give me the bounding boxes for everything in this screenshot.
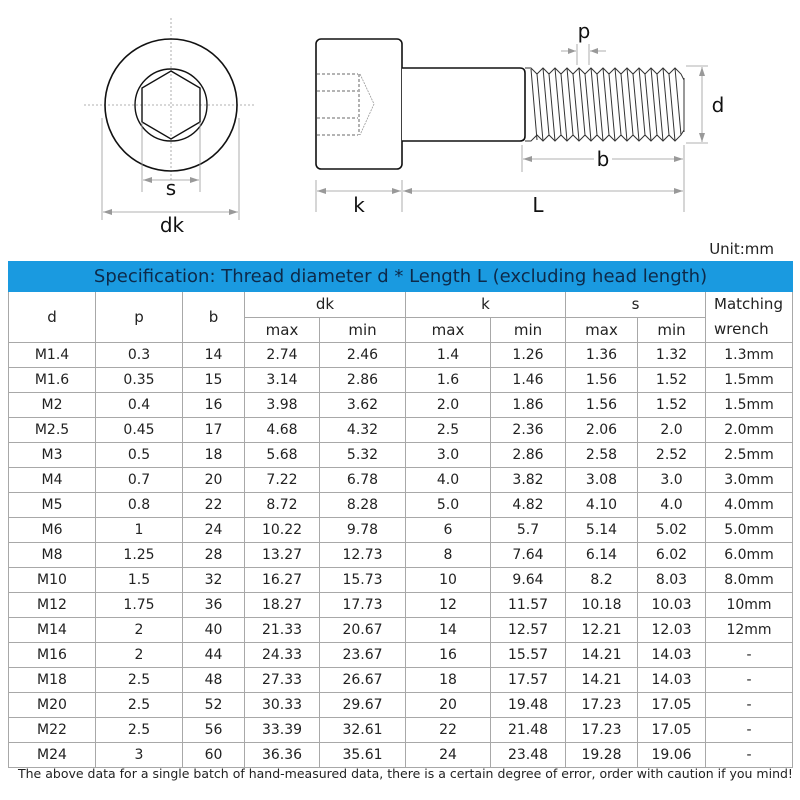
header-k-min: min xyxy=(491,317,566,343)
cell-s-min: 3.0 xyxy=(638,468,706,493)
cell-s-min: 1.52 xyxy=(638,368,706,393)
footnote: The above data for a single batch of hand-measured data, there is a certain degree of error, order with caution if you mind! xyxy=(18,766,793,781)
cell-d: M4 xyxy=(9,468,96,493)
cell-s-max: 14.21 xyxy=(566,643,638,668)
table-row xyxy=(9,568,793,593)
cell-wrench: 1.3mm xyxy=(706,343,793,368)
cell-k-min: 12.57 xyxy=(491,618,566,643)
cell-wrench: 8.0mm xyxy=(706,568,793,593)
cell-dk-min: 8.28 xyxy=(320,493,406,518)
cell-dk-min: 20.67 xyxy=(320,618,406,643)
cell-dk-max: 4.68 xyxy=(245,418,320,443)
cell-p: 2.5 xyxy=(96,718,183,743)
cell-wrench: 3.0mm xyxy=(706,468,793,493)
header-d: d xyxy=(9,292,96,343)
cell-dk-max: 27.33 xyxy=(245,668,320,693)
cell-wrench: 1.5mm xyxy=(706,393,793,418)
p-label: p xyxy=(577,19,591,43)
cell-d: M1.4 xyxy=(9,343,96,368)
thread-section xyxy=(525,68,684,141)
specification-table xyxy=(8,261,793,768)
cell-k-min: 7.64 xyxy=(491,543,566,568)
cell-dk-min: 9.78 xyxy=(320,518,406,543)
cell-wrench: 10mm xyxy=(706,593,793,618)
cell-k-max: 10 xyxy=(406,568,491,593)
cell-b: 17 xyxy=(183,418,245,443)
cell-wrench: - xyxy=(706,743,793,768)
cell-wrench: 5.0mm xyxy=(706,518,793,543)
cell-b: 15 xyxy=(183,368,245,393)
cell-wrench: - xyxy=(706,693,793,718)
cell-s-max: 17.23 xyxy=(566,693,638,718)
cell-dk-min: 32.61 xyxy=(320,718,406,743)
cell-d: M1.6 xyxy=(9,368,96,393)
cell-dk-min: 2.46 xyxy=(320,343,406,368)
cell-s-max: 19.28 xyxy=(566,743,638,768)
header-b: b xyxy=(183,292,245,343)
cell-dk-min: 3.62 xyxy=(320,393,406,418)
cell-s-min: 12.03 xyxy=(638,618,706,643)
cell-b: 28 xyxy=(183,543,245,568)
cell-s-min: 10.03 xyxy=(638,593,706,618)
cell-s-min: 4.0 xyxy=(638,493,706,518)
cell-k-min: 1.46 xyxy=(491,368,566,393)
cell-dk-max: 18.27 xyxy=(245,593,320,618)
cell-wrench: 12mm xyxy=(706,618,793,643)
cell-p: 0.35 xyxy=(96,368,183,393)
table-row xyxy=(9,368,793,393)
cell-d: M5 xyxy=(9,493,96,518)
cell-p: 2.5 xyxy=(96,693,183,718)
screw-dimension-diagram xyxy=(0,0,800,240)
b-label: b xyxy=(596,147,610,171)
cell-s-max: 1.56 xyxy=(566,368,638,393)
cell-k-min: 1.86 xyxy=(491,393,566,418)
cell-s-min: 14.03 xyxy=(638,668,706,693)
cell-b: 14 xyxy=(183,343,245,368)
cell-s-max: 12.21 xyxy=(566,618,638,643)
cell-wrench: 2.0mm xyxy=(706,418,793,443)
cell-p: 1.5 xyxy=(96,568,183,593)
cell-d: M20 xyxy=(9,693,96,718)
cell-p: 3 xyxy=(96,743,183,768)
cell-p: 0.5 xyxy=(96,443,183,468)
cell-dk-max: 3.14 xyxy=(245,368,320,393)
cell-d: M8 xyxy=(9,543,96,568)
cell-dk-min: 35.61 xyxy=(320,743,406,768)
cell-dk-min: 6.78 xyxy=(320,468,406,493)
unit-label: Unit:mm xyxy=(709,240,774,258)
cell-s-min: 17.05 xyxy=(638,718,706,743)
table-title: Specification: Thread diameter d * Length L (excluding head length) xyxy=(9,262,793,292)
cell-k-max: 2.0 xyxy=(406,393,491,418)
cell-k-max: 2.5 xyxy=(406,418,491,443)
cell-s-max: 4.10 xyxy=(566,493,638,518)
cell-dk-max: 24.33 xyxy=(245,643,320,668)
cell-k-max: 6 xyxy=(406,518,491,543)
cell-s-min: 8.03 xyxy=(638,568,706,593)
cell-d: M16 xyxy=(9,643,96,668)
cell-s-max: 2.06 xyxy=(566,418,638,443)
cell-wrench: - xyxy=(706,668,793,693)
header-dk-max: max xyxy=(245,317,320,343)
cell-k-max: 24 xyxy=(406,743,491,768)
cell-wrench: 6.0mm xyxy=(706,543,793,568)
cell-k-max: 22 xyxy=(406,718,491,743)
cell-p: 1 xyxy=(96,518,183,543)
cell-p: 2.5 xyxy=(96,668,183,693)
cell-dk-max: 10.22 xyxy=(245,518,320,543)
cell-dk-max: 13.27 xyxy=(245,543,320,568)
cell-k-max: 8 xyxy=(406,543,491,568)
cell-dk-max: 5.68 xyxy=(245,443,320,468)
table-row xyxy=(9,718,793,743)
cell-dk-min: 4.32 xyxy=(320,418,406,443)
L-label: L xyxy=(532,193,544,217)
cell-d: M2 xyxy=(9,393,96,418)
cell-b: 16 xyxy=(183,393,245,418)
cell-s-max: 14.21 xyxy=(566,668,638,693)
table-row xyxy=(9,468,793,493)
cell-s-min: 5.02 xyxy=(638,518,706,543)
table-row xyxy=(9,643,793,668)
cell-wrench: 4.0mm xyxy=(706,493,793,518)
cell-b: 18 xyxy=(183,443,245,468)
head-top-view xyxy=(84,18,256,237)
cell-dk-max: 8.72 xyxy=(245,493,320,518)
cell-p: 2 xyxy=(96,618,183,643)
cell-wrench: 2.5mm xyxy=(706,443,793,468)
cell-k-max: 18 xyxy=(406,668,491,693)
cell-dk-max: 36.36 xyxy=(245,743,320,768)
table-row xyxy=(9,593,793,618)
cell-b: 56 xyxy=(183,718,245,743)
cell-dk-min: 5.32 xyxy=(320,443,406,468)
cell-d: M6 xyxy=(9,518,96,543)
table-row xyxy=(9,493,793,518)
cell-b: 52 xyxy=(183,693,245,718)
cell-p: 1.25 xyxy=(96,543,183,568)
cell-s-max: 3.08 xyxy=(566,468,638,493)
cell-s-min: 14.03 xyxy=(638,643,706,668)
cell-b: 24 xyxy=(183,518,245,543)
s-label: s xyxy=(165,176,177,200)
cell-dk-min: 29.67 xyxy=(320,693,406,718)
cell-k-max: 5.0 xyxy=(406,493,491,518)
cell-k-max: 1.4 xyxy=(406,343,491,368)
d-label: d xyxy=(711,93,725,117)
cell-dk-max: 33.39 xyxy=(245,718,320,743)
header-k-max: max xyxy=(406,317,491,343)
cell-k-min: 2.36 xyxy=(491,418,566,443)
cell-dk-max: 21.33 xyxy=(245,618,320,643)
cell-k-max: 3.0 xyxy=(406,443,491,468)
header-p: p xyxy=(96,292,183,343)
cell-b: 22 xyxy=(183,493,245,518)
cell-s-max: 2.58 xyxy=(566,443,638,468)
cell-k-min: 23.48 xyxy=(491,743,566,768)
cell-b: 20 xyxy=(183,468,245,493)
cell-dk-max: 30.33 xyxy=(245,693,320,718)
cell-dk-max: 16.27 xyxy=(245,568,320,593)
cell-dk-min: 15.73 xyxy=(320,568,406,593)
cell-s-min: 17.05 xyxy=(638,693,706,718)
cell-d: M10 xyxy=(9,568,96,593)
cell-s-max: 1.56 xyxy=(566,393,638,418)
cell-k-min: 19.48 xyxy=(491,693,566,718)
cell-p: 0.7 xyxy=(96,468,183,493)
cell-b: 60 xyxy=(183,743,245,768)
header-matching-wrench: Matching wrench xyxy=(706,292,793,343)
cell-k-min: 21.48 xyxy=(491,718,566,743)
cell-k-min: 3.82 xyxy=(491,468,566,493)
cell-dk-min: 23.67 xyxy=(320,643,406,668)
cell-d: M24 xyxy=(9,743,96,768)
cell-k-min: 5.7 xyxy=(491,518,566,543)
header-dk: dk xyxy=(245,292,406,318)
cell-dk-min: 2.86 xyxy=(320,368,406,393)
cell-s-max: 17.23 xyxy=(566,718,638,743)
cell-wrench: - xyxy=(706,718,793,743)
cell-s-max: 8.2 xyxy=(566,568,638,593)
cell-k-min: 15.57 xyxy=(491,643,566,668)
cell-s-min: 1.32 xyxy=(638,343,706,368)
cell-k-max: 12 xyxy=(406,593,491,618)
screw-side-view xyxy=(316,19,724,217)
cell-b: 48 xyxy=(183,668,245,693)
cell-k-max: 1.6 xyxy=(406,368,491,393)
table-row xyxy=(9,418,793,443)
cell-k-min: 2.86 xyxy=(491,443,566,468)
table-row xyxy=(9,518,793,543)
cell-dk-max: 7.22 xyxy=(245,468,320,493)
cell-k-max: 20 xyxy=(406,693,491,718)
cell-dk-min: 17.73 xyxy=(320,593,406,618)
header-row-1 xyxy=(9,292,793,318)
cell-p: 0.8 xyxy=(96,493,183,518)
cell-b: 32 xyxy=(183,568,245,593)
table-row xyxy=(9,618,793,643)
cell-k-max: 14 xyxy=(406,618,491,643)
table-row xyxy=(9,693,793,718)
header-s-min: min xyxy=(638,317,706,343)
cell-dk-min: 26.67 xyxy=(320,668,406,693)
cell-s-min: 1.52 xyxy=(638,393,706,418)
cell-k-min: 4.82 xyxy=(491,493,566,518)
cell-b: 40 xyxy=(183,618,245,643)
cell-d: M12 xyxy=(9,593,96,618)
cell-dk-max: 2.74 xyxy=(245,343,320,368)
table-row xyxy=(9,393,793,418)
cell-k-max: 4.0 xyxy=(406,468,491,493)
cell-d: M18 xyxy=(9,668,96,693)
cell-p: 1.75 xyxy=(96,593,183,618)
cell-s-min: 2.0 xyxy=(638,418,706,443)
table-row xyxy=(9,343,793,368)
cell-p: 0.4 xyxy=(96,393,183,418)
dk-label: dk xyxy=(159,213,185,237)
cell-wrench: 1.5mm xyxy=(706,368,793,393)
cell-s-max: 10.18 xyxy=(566,593,638,618)
table-row xyxy=(9,668,793,693)
header-s-max: max xyxy=(566,317,638,343)
cell-k-min: 9.64 xyxy=(491,568,566,593)
cell-dk-max: 3.98 xyxy=(245,393,320,418)
cell-b: 36 xyxy=(183,593,245,618)
cell-d: M3 xyxy=(9,443,96,468)
cell-s-min: 6.02 xyxy=(638,543,706,568)
header-k: k xyxy=(406,292,566,318)
cell-d: M22 xyxy=(9,718,96,743)
cell-k-min: 11.57 xyxy=(491,593,566,618)
cell-s-max: 1.36 xyxy=(566,343,638,368)
cell-d: M14 xyxy=(9,618,96,643)
header-dk-min: min xyxy=(320,317,406,343)
cell-s-max: 6.14 xyxy=(566,543,638,568)
title-row xyxy=(9,262,793,292)
cell-wrench: - xyxy=(706,643,793,668)
cell-k-max: 16 xyxy=(406,643,491,668)
cell-s-min: 2.52 xyxy=(638,443,706,468)
table-row xyxy=(9,543,793,568)
table-row xyxy=(9,443,793,468)
cell-k-min: 1.26 xyxy=(491,343,566,368)
cell-p: 2 xyxy=(96,643,183,668)
cell-dk-min: 12.73 xyxy=(320,543,406,568)
table-row xyxy=(9,743,793,768)
cell-s-max: 5.14 xyxy=(566,518,638,543)
cell-p: 0.3 xyxy=(96,343,183,368)
cell-d: M2.5 xyxy=(9,418,96,443)
cell-p: 0.45 xyxy=(96,418,183,443)
cell-k-min: 17.57 xyxy=(491,668,566,693)
header-s: s xyxy=(566,292,706,318)
k-label: k xyxy=(353,193,365,217)
cell-b: 44 xyxy=(183,643,245,668)
cell-s-min: 19.06 xyxy=(638,743,706,768)
